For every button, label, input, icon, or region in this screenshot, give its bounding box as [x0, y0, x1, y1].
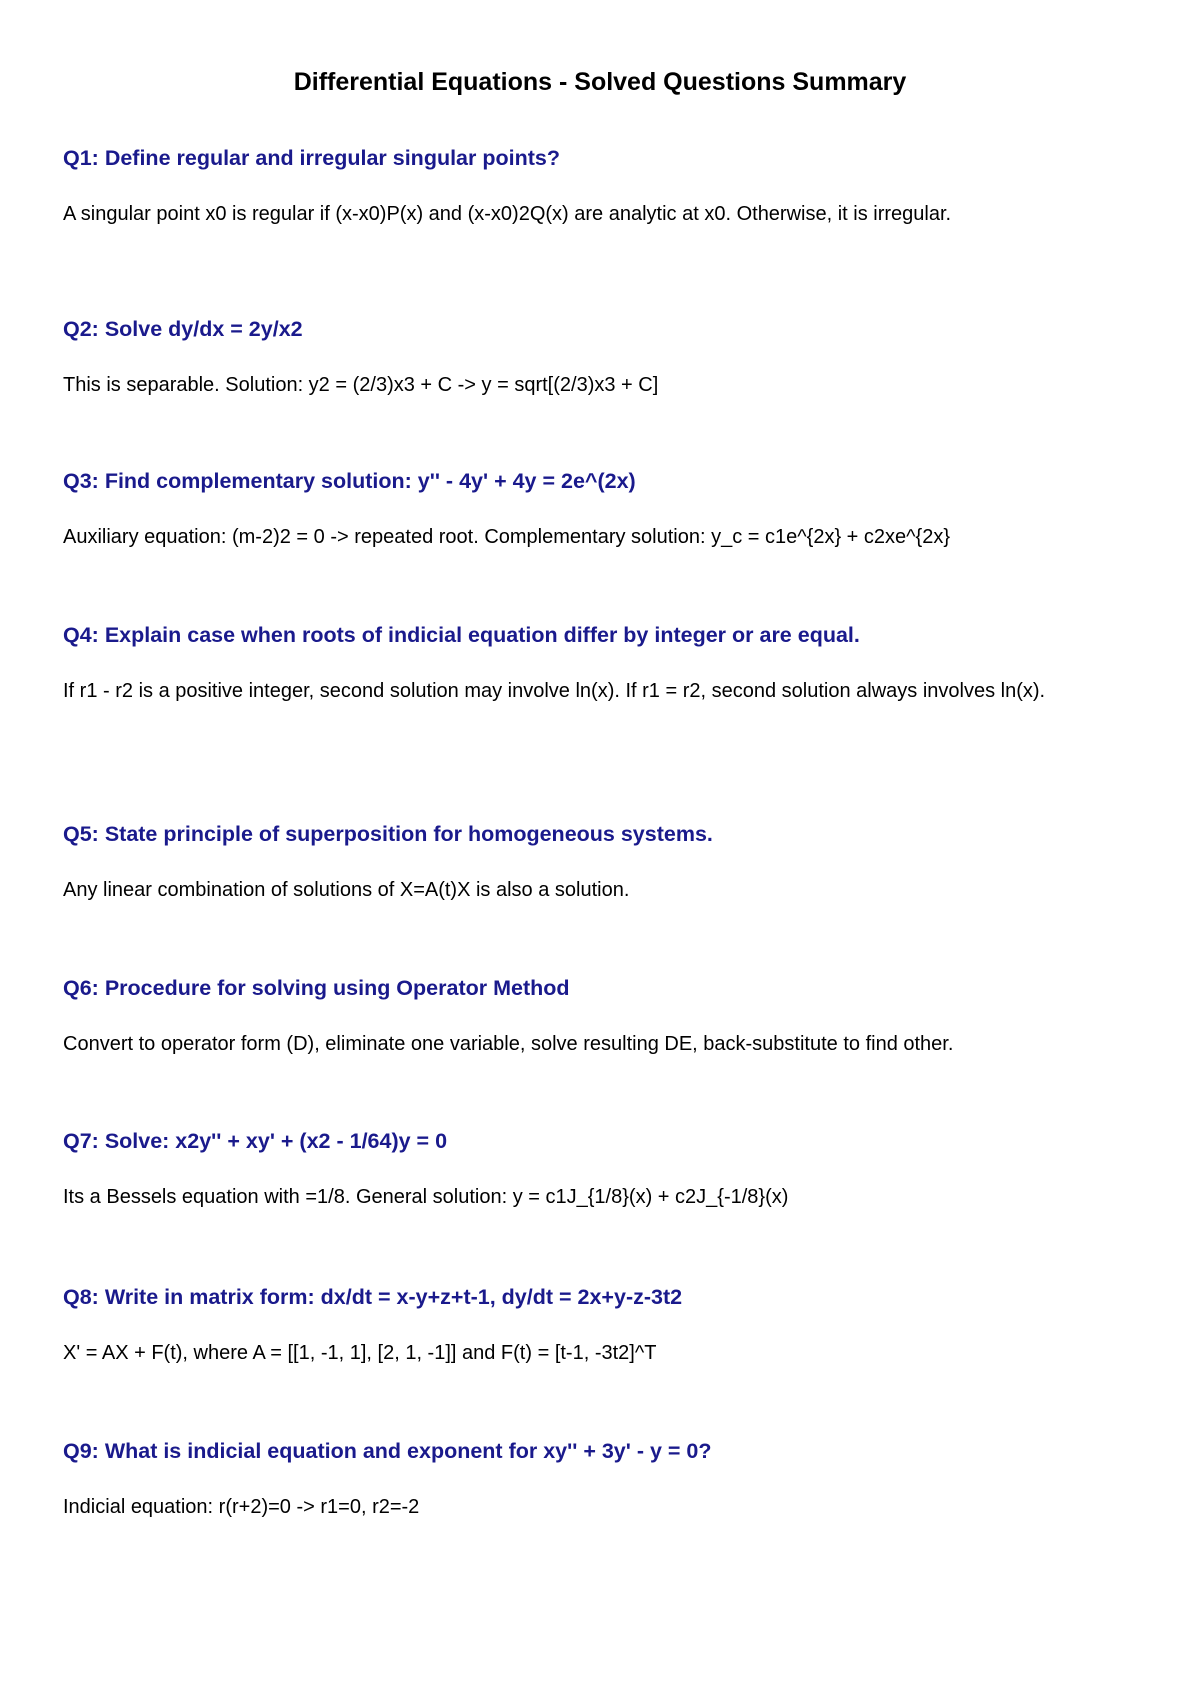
question-heading: Q4: Explain case when roots of indicial equation differ by integer or are equal. — [63, 623, 860, 647]
qa-block-q8 — [63, 1283, 1143, 1376]
answer-text: If r1 - r2 is a positive integer, second solution may involve ln(x). If r1 = r2, second solution always involves ln(x). — [63, 680, 1046, 702]
answer-text: Indicial equation: r(r+2)=0 -> r1=0, r2=-2 — [63, 1496, 420, 1518]
qa-block-q9 — [63, 1437, 1143, 1530]
question-heading: Q6: Procedure for solving using Operator Method — [63, 976, 570, 1000]
question-heading: Q7: Solve: x2y'' + xy' + (x2 - 1/64)y = 0 — [63, 1129, 448, 1153]
answer-text: This is separable. Solution: y2 = (2/3)x3 + C -> y = sqrt[(2/3)x3 + C] — [63, 374, 659, 396]
question-heading: Q2: Solve dy/dx = 2y/x2 — [63, 317, 303, 341]
answer-text: Auxiliary equation: (m-2)2 = 0 -> repeated root. Complementary solution: y_c = c1e^{2x} + c2xe^{2x} — [63, 526, 951, 548]
qa-block-q4 — [63, 621, 1143, 714]
answer-text: Convert to operator form (D), eliminate one variable, solve resulting DE, back-substitute to find other. — [63, 1033, 954, 1055]
qa-block-q1 — [63, 144, 1143, 237]
answer-text: A singular point x0 is regular if (x-x0)P(x) and (x-x0)2Q(x) are analytic at x0. Otherwise, it is irregular. — [63, 203, 952, 225]
document-title: Differential Equations - Solved Questions Summary — [293, 68, 907, 96]
qa-block-q7 — [63, 1127, 1143, 1220]
question-heading: Q5: State principle of superposition for homogeneous systems. — [63, 822, 713, 846]
answer-text: X' = AX + F(t), where A = [[1, -1, 1], [2, 1, -1]] and F(t) = [t-1, -3t2]^T — [63, 1342, 657, 1364]
question-heading: Q1: Define regular and irregular singular points? — [63, 146, 560, 170]
question-heading: Q8: Write in matrix form: dx/dt = x-y+z+t-1, dy/dt = 2x+y-z-3t2 — [63, 1285, 683, 1309]
qa-block-q3 — [63, 467, 1143, 560]
qa-block-q6 — [63, 974, 1143, 1067]
qa-block-q2 — [63, 315, 1143, 408]
question-heading: Q9: What is indicial equation and exponent for xy'' + 3y' - y = 0? — [63, 1439, 712, 1463]
answer-text: Any linear combination of solutions of X=A(t)X is also a solution. — [63, 879, 630, 901]
answer-text: Its a Bessels equation with =1/8. General solution: y = c1J_{1/8}(x) + c2J_{-1/8}(x) — [63, 1186, 789, 1208]
qa-block-q5 — [63, 820, 1143, 913]
question-heading: Q3: Find complementary solution: y'' - 4y' + 4y = 2e^(2x) — [63, 469, 636, 493]
